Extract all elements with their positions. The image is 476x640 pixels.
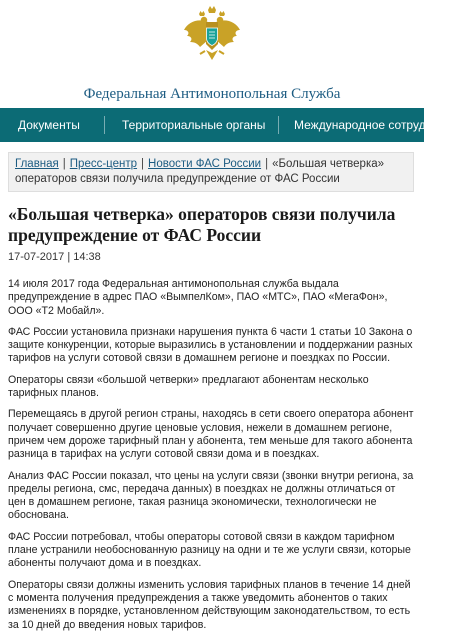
nav-item-documents[interactable]: Документы — [18, 118, 80, 132]
nav-separator — [278, 116, 279, 134]
article-paragraph: ФАС России установила признаки нарушения пункта 6 части 1 статьи 10 Закона о защите конкуренции, которые выразились в установлении и поддержании разных тарифов на услуги сотовой связи в домашнем регионе и поездках по России. — [8, 325, 413, 365]
breadcrumb-separator: | — [141, 158, 145, 170]
article-paragraph: 14 июля 2017 года Федеральная антимонопольная служба выдала предупреждение в адрес ПАО «ВымпелКом», ПАО «МТС», ПАО «МегаФон», ООО «Т2 Мобайл». — [8, 278, 388, 317]
breadcrumb-link-news[interactable]: Новости ФАС России — [148, 158, 262, 170]
article-title: «Большая четверка» операторов связи получила предупреждение от ФАС России — [8, 204, 396, 245]
article-paragraph: Операторы связи «большой четверки» предлагают абонентам несколько тарифных планов. — [8, 373, 369, 400]
breadcrumb — [8, 152, 414, 192]
nav-separator — [104, 116, 105, 134]
article-date: 17-07-2017 | 14:38 — [8, 251, 101, 263]
article-paragraph: Операторы связи должны изменить условия тарифных планов в течение 14 дней с момента получения предупреждения а также уведомить абонентов о таких изменениях в порядке, установленном действующим законодательством, то есть за 10 дней до введения новых тарифов. — [8, 578, 411, 631]
article-paragraph: ФАС России потребовал, чтобы операторы сотовой связи в каждом тарифном плане устранили необоснованную разницу на одни и те же услуги связи, которые абоненты получают дома и в поездках. — [8, 530, 411, 570]
site-title[interactable]: Федеральная Антимонопольная Служба — [83, 86, 341, 102]
site-header — [0, 0, 424, 108]
article-body — [8, 278, 414, 640]
article-paragraph: Анализ ФАС России показал, что цены на услуги связи (звонки внутри региона, за пределы региона, смс, передача данных) в поездках не должны отличаться от цен в домашнем регионе, такая разница экономически, технологически не обоснована. — [8, 469, 414, 522]
nav-item-international-cooperation[interactable]: Международное сотрудничество — [294, 118, 476, 132]
breadcrumb-link-home[interactable]: Главная — [15, 158, 59, 170]
article-paragraph: Перемещаясь в другой регион страны, находясь в сети своего оператора абонент получает совершенно другие ценовые условия, нежели в домашнем регионе, причем чем дороже тарифный план у абонента, тем меньше для такого абонента разница в тарифах на услуги сотовой связи дома и в поездках. — [8, 408, 414, 461]
main-navigation — [0, 108, 476, 142]
breadcrumb-current: «Большая четверка» операторов связи получила предупреждение от ФАС России — [15, 158, 385, 185]
breadcrumb-separator: | — [62, 158, 66, 170]
double-headed-eagle-emblem-icon[interactable] — [182, 4, 242, 66]
breadcrumb-link-press-center[interactable]: Пресс-центр — [69, 158, 138, 170]
nav-item-territorial-bodies[interactable]: Территориальные органы — [122, 118, 266, 132]
breadcrumb-separator: | — [265, 158, 269, 170]
